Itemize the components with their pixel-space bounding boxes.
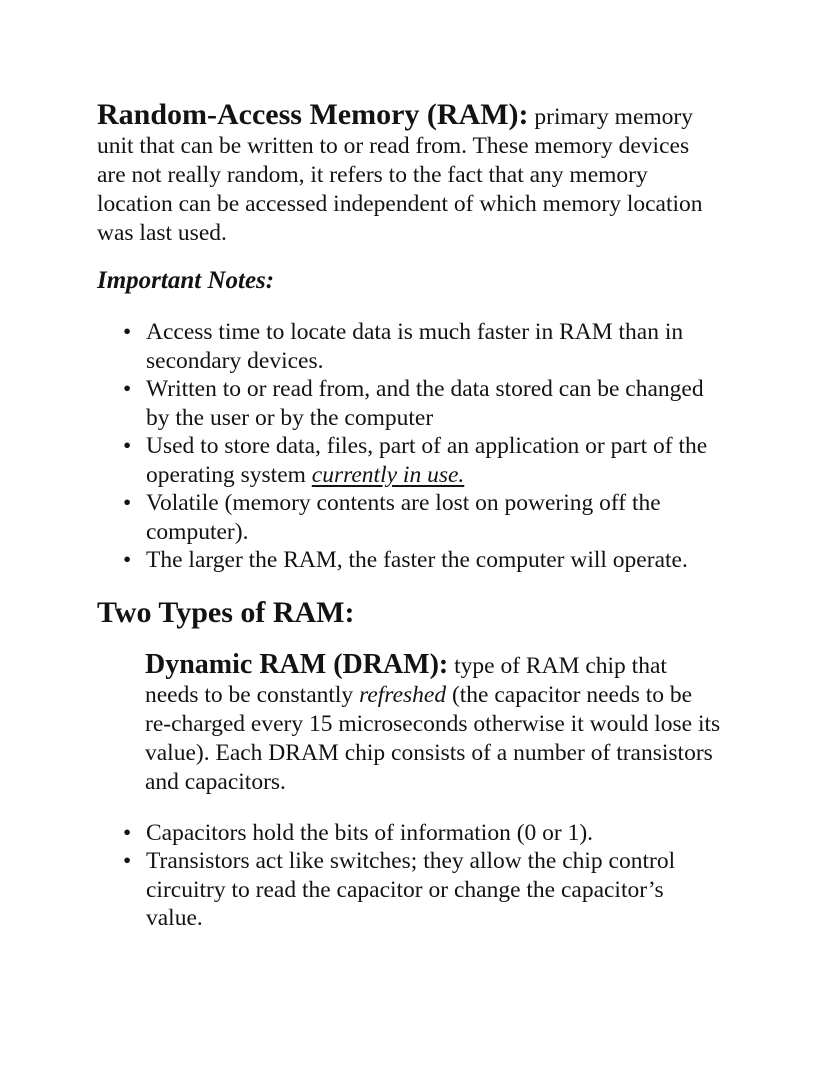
- list-item: [97, 489, 721, 546]
- list-item: [97, 819, 721, 848]
- list-item: [97, 375, 721, 432]
- dram-paragraph: [145, 650, 721, 797]
- dram-lead-heading: Dynamic RAM (DRAM):: [145, 648, 449, 680]
- intro-text: primary memory unit that can be written to or read from. These memory devices are not really random, it refers to the fact that any memory location can be accessed independent of which memory location was last used.: [97, 104, 703, 246]
- list-item-text: Used to store data, files, part of an application or part of the operating system: [146, 433, 708, 488]
- list-item-emphasis: currently in use.: [311, 461, 465, 488]
- dram-italic-word: refreshed: [359, 681, 447, 708]
- list-item-text: Transistors act like switches; they allow the chip control circuitry to read the capacitor or change the capacitor’s value.: [146, 848, 676, 931]
- two-types-of-ram-heading: Two Types of RAM:: [97, 595, 355, 629]
- important-notes-heading: Important Notes:: [97, 267, 275, 294]
- list-item: [97, 432, 721, 489]
- list-item-text: Written to or read from, and the data stored can be changed by the user or by the computer: [146, 376, 704, 431]
- list-item: [97, 847, 721, 933]
- notes-list: [97, 318, 721, 575]
- intro-lead-heading: Random-Access Memory (RAM):: [97, 98, 529, 131]
- list-item-text: The larger the RAM, the faster the computer will operate.: [146, 547, 688, 573]
- list-item: [97, 546, 721, 575]
- list-item-text: Access time to locate data is much faster in RAM than in secondary devices.: [146, 319, 684, 374]
- intro-paragraph: [97, 100, 717, 248]
- dram-list: [97, 819, 721, 933]
- dram-text-before: type of RAM chip that needs to be constantly: [145, 652, 667, 708]
- list-item-text: Capacitors hold the bits of information (0 or 1).: [146, 819, 594, 846]
- list-item-text: Volatile (memory contents are lost on powering off the computer).: [146, 490, 661, 545]
- dram-text-after: (the capacitor needs to be re-charged every 15 microseconds otherwise it would lose its value). Each DRAM chip consists of a number of transistors and capacitors.: [145, 681, 721, 795]
- list-item: [97, 318, 721, 375]
